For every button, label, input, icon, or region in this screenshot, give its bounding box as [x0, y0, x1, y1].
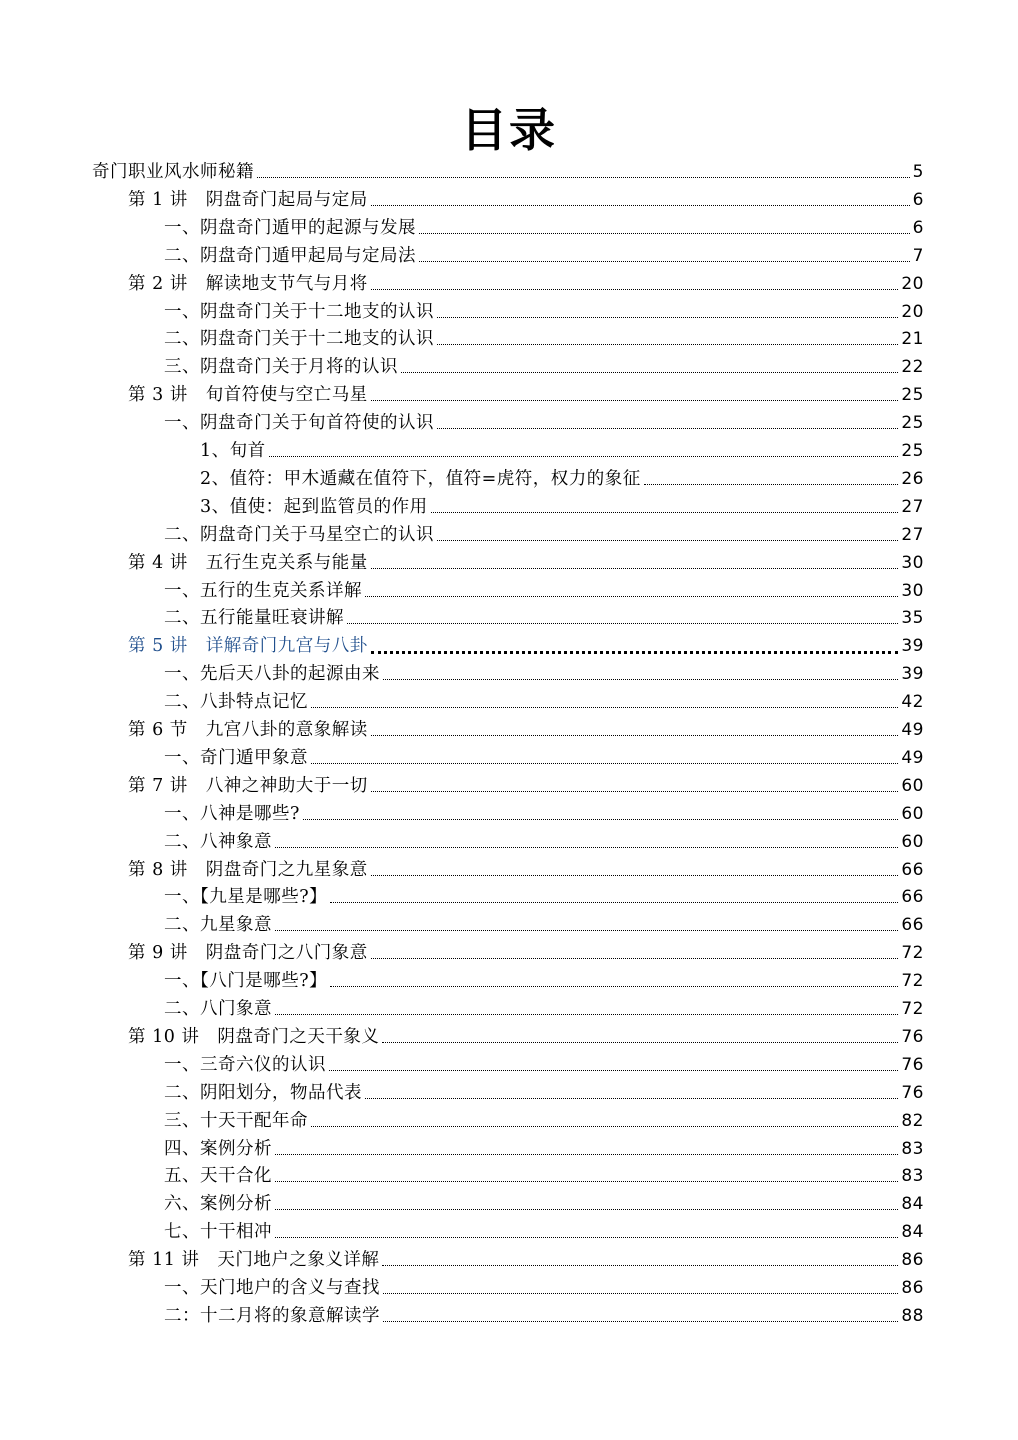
toc-entry-label: 第 4 讲 五行生克关系与能量 [128, 552, 368, 573]
dot-leader [330, 985, 898, 987]
toc-entry-label: 一、天门地户的含义与查找 [164, 1278, 380, 1298]
toc-entry-page: 72 [901, 999, 924, 1019]
toc-entry-page: 49 [901, 747, 924, 768]
toc-entry-label: 3、值使：起到监管员的作用 [200, 496, 428, 517]
toc-entry-label: 第 7 讲 八神之神助大于一切 [128, 775, 368, 796]
toc-entry-page: 35 [901, 608, 924, 629]
toc-entry-label: 一、阴盘奇门关于十二地支的认识 [164, 301, 434, 322]
toc-entry-page: 30 [901, 552, 924, 573]
toc-entry-label: 三、十天干配年命 [164, 1110, 308, 1131]
toc-entry[interactable] [0, 1023, 924, 1051]
toc-entry-page: 27 [901, 496, 924, 517]
toc-entry[interactable] [0, 1218, 924, 1246]
toc-entry[interactable] [0, 521, 924, 549]
toc-entry-label: 第 2 讲 解读地支节气与月将 [128, 273, 368, 294]
toc-entry[interactable] [0, 856, 924, 884]
toc-entry-page: 76 [901, 1054, 924, 1075]
toc-entry-page: 7 [912, 245, 924, 266]
toc-entry-label: 二、五行能量旺衰讲解 [164, 608, 344, 629]
dot-leader [419, 260, 910, 262]
toc-entry-page: 22 [901, 357, 924, 378]
dot-leader [371, 957, 899, 959]
toc-entry-label: 三、阴盘奇门关于月将的认识 [164, 357, 398, 378]
toc-entry[interactable] [0, 1051, 924, 1079]
toc-entry-label: 一、奇门遁甲象意 [164, 747, 308, 768]
toc-entry-label: 六、案例分析 [164, 1194, 272, 1215]
toc-entry[interactable] [0, 883, 924, 911]
toc-entry-label: 五、天干合化 [164, 1166, 272, 1187]
dot-leader [311, 1125, 898, 1127]
toc-entry[interactable] [0, 604, 924, 632]
toc-entry-page: 30 [901, 580, 924, 601]
toc-entry[interactable] [0, 939, 924, 967]
toc-entry-label: 一、五行的生克关系详解 [164, 580, 362, 601]
toc-entry-label: 1、旬首 [200, 441, 266, 461]
toc-entry-label: 二、八卦特点记忆 [164, 692, 308, 713]
toc-entry[interactable] [0, 995, 924, 1023]
toc-entry-page: 76 [901, 1026, 924, 1047]
toc-entry-label: 二、九星象意 [164, 915, 272, 936]
toc-entry-label: 一、三奇六仪的认识 [164, 1054, 326, 1075]
dot-leader [371, 650, 899, 654]
toc-entry-label: 第 5 讲 详解奇门九宫与八卦 [128, 636, 368, 657]
toc-entry-page: 84 [901, 1222, 924, 1243]
toc-entry-page: 82 [901, 1110, 924, 1131]
toc-entry-label: 一、【九星是哪些?】 [164, 887, 328, 908]
toc-entry[interactable] [0, 1190, 924, 1218]
toc-entry-page: 39 [901, 664, 924, 685]
toc-entry-label: 奇门职业风水师秘籍 [92, 162, 254, 182]
toc-entry[interactable] [0, 632, 924, 660]
toc-entry-label: 第 10 讲 阴盘奇门之天干象义 [128, 1026, 380, 1047]
dot-leader [275, 1013, 898, 1015]
dot-leader [365, 1097, 898, 1099]
dot-leader [371, 734, 899, 736]
dot-leader [371, 790, 899, 792]
dot-leader [347, 622, 898, 624]
toc-entry[interactable] [0, 1162, 924, 1190]
toc-entry-label: 七、十干相冲 [164, 1222, 272, 1243]
dot-leader [303, 818, 898, 820]
toc-entry-page: 5 [912, 162, 924, 182]
dot-leader [275, 1208, 898, 1210]
dot-leader [644, 483, 899, 485]
toc-entry-page: 27 [901, 524, 924, 545]
toc-entry-label: 2、值符：甲木遁藏在值符下，值符=虎符，权力的象征 [200, 468, 641, 489]
toc-entry-label: 二、阴阳划分，物品代表 [164, 1082, 362, 1103]
dot-leader [383, 1320, 898, 1322]
toc-entry-page: 25 [901, 413, 924, 434]
dot-leader [371, 399, 899, 401]
toc-entry[interactable] [0, 465, 924, 493]
toc-entry-label: 二、阴盘奇门关于十二地支的认识 [164, 329, 434, 350]
toc-entry-page: 60 [901, 775, 924, 796]
dot-leader [365, 595, 898, 597]
toc-entry[interactable] [0, 353, 924, 381]
toc-entry[interactable] [0, 1079, 924, 1107]
toc-entry-page: 39 [901, 636, 924, 657]
toc-entry[interactable] [0, 577, 924, 605]
toc-entry-label: 第 8 讲 阴盘奇门之九星象意 [128, 859, 368, 880]
toc-entry-label: 一、阴盘奇门关于旬首符使的认识 [164, 413, 434, 434]
toc-entry-label: 第 11 讲 天门地户之象义详解 [128, 1250, 380, 1271]
toc-entry-page: 86 [901, 1250, 924, 1271]
toc-entry-label: 一、八神是哪些? [164, 803, 300, 824]
toc-entry-page: 20 [901, 273, 924, 294]
dot-leader [275, 1153, 898, 1155]
toc-entry[interactable] [0, 409, 924, 437]
toc-entry-page: 26 [901, 468, 924, 489]
toc-entry[interactable] [0, 325, 924, 353]
toc-entry-page: 72 [901, 971, 924, 992]
dot-leader [437, 427, 898, 429]
toc-entry[interactable] [0, 298, 924, 326]
toc-entry[interactable] [0, 214, 924, 242]
toc-entry-page: 25 [901, 385, 924, 406]
toc-entry-page: 60 [901, 831, 924, 852]
toc-entry[interactable] [0, 772, 924, 800]
toc-entry-page: 83 [901, 1166, 924, 1187]
dot-leader [382, 1264, 898, 1266]
toc-entry-label: 二：十二月将的象意解读学 [164, 1305, 380, 1326]
dot-leader [275, 1180, 898, 1182]
toc-entry-page: 83 [901, 1138, 924, 1159]
toc-entry-page: 76 [901, 1082, 924, 1103]
toc-entry[interactable] [0, 242, 924, 270]
toc-entry-label: 第 6 节 九宫八卦的意象解读 [128, 720, 368, 740]
toc-entry[interactable] [0, 744, 924, 772]
toc-entry-label: 二、阴盘奇门关于马星空亡的认识 [164, 524, 434, 545]
toc-entry-page: 21 [901, 329, 924, 350]
toc-entry-label: 一、先后天八卦的起源由来 [164, 664, 380, 685]
toc-entry-page: 25 [901, 441, 924, 461]
toc-entry[interactable] [0, 158, 924, 186]
toc-entry[interactable] [0, 1302, 924, 1330]
dot-leader [275, 846, 898, 848]
dot-leader [371, 567, 899, 569]
toc-entry[interactable] [0, 828, 924, 856]
toc-entry-page: 6 [912, 217, 924, 238]
toc-entry[interactable] [0, 716, 924, 744]
dot-leader [401, 371, 898, 373]
toc-entry-page: 66 [901, 915, 924, 936]
toc-entry[interactable] [0, 437, 924, 465]
toc-entry[interactable] [0, 493, 924, 521]
toc-entry[interactable] [0, 688, 924, 716]
toc-entry[interactable] [0, 967, 924, 995]
toc-entry-label: 第 3 讲 旬首符使与空亡马星 [128, 385, 368, 406]
toc-entry-page: 6 [912, 189, 924, 210]
toc-entry[interactable] [0, 800, 924, 828]
toc-entry-page: 60 [901, 803, 924, 824]
toc-entry-page: 86 [901, 1278, 924, 1298]
dot-leader [371, 874, 899, 876]
dot-leader [275, 929, 898, 931]
dot-leader [382, 1041, 898, 1043]
dot-leader [437, 343, 898, 345]
toc-entry[interactable] [0, 186, 924, 214]
dot-leader [437, 539, 898, 541]
dot-leader [371, 204, 910, 206]
page-title: 目录 [461, 103, 557, 157]
toc-entry-page: 42 [901, 692, 924, 713]
dot-leader [371, 288, 899, 290]
toc-entry-label: 第 9 讲 阴盘奇门之八门象意 [128, 943, 368, 964]
dot-leader [431, 511, 899, 513]
toc-entry[interactable] [0, 270, 924, 298]
toc-entry[interactable] [0, 911, 924, 939]
dot-leader [330, 901, 898, 903]
dot-leader [311, 706, 898, 708]
dot-leader [257, 176, 910, 178]
toc-entry[interactable] [0, 660, 924, 688]
toc-entry-label: 一、【八门是哪些?】 [164, 971, 328, 992]
toc-entry-page: 20 [901, 301, 924, 322]
dot-leader [383, 678, 898, 680]
toc-entry-label: 二、阴盘奇门遁甲起局与定局法 [164, 245, 416, 266]
toc-entry-label: 二、八神象意 [164, 831, 272, 852]
toc-entry-label: 一、阴盘奇门遁甲的起源与发展 [164, 217, 416, 238]
dot-leader [329, 1069, 898, 1071]
toc-entry[interactable] [0, 1135, 924, 1163]
toc-entry[interactable] [0, 381, 924, 409]
toc-entry[interactable] [0, 1107, 924, 1135]
dot-leader [437, 316, 898, 318]
toc-entry-page: 72 [901, 943, 924, 964]
toc-entry-page: 88 [901, 1305, 924, 1326]
toc-entry-label: 四、案例分析 [164, 1138, 272, 1159]
dot-leader [383, 1292, 898, 1294]
toc-entry[interactable] [0, 1246, 924, 1274]
dot-leader [311, 762, 898, 764]
dot-leader [419, 232, 910, 234]
toc-entry-page: 84 [901, 1194, 924, 1215]
toc-entry-page: 66 [901, 887, 924, 908]
toc-entry-page: 66 [901, 859, 924, 880]
dot-leader [269, 455, 899, 457]
toc-entry[interactable] [0, 1274, 924, 1302]
dot-leader [275, 1236, 898, 1238]
toc-entry-page: 49 [901, 720, 924, 740]
toc-entry-label: 二、八门象意 [164, 999, 272, 1019]
toc-entry-label: 第 1 讲 阴盘奇门起局与定局 [128, 189, 368, 210]
toc-entry[interactable] [0, 549, 924, 577]
